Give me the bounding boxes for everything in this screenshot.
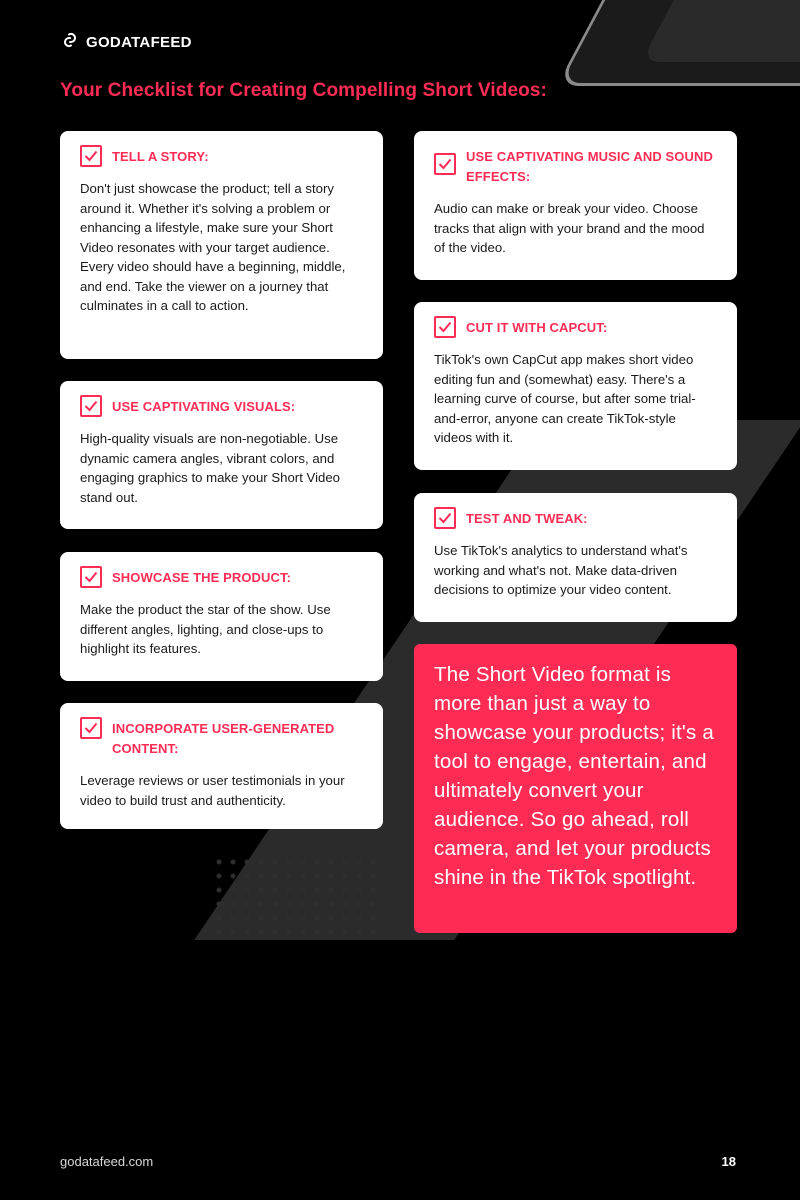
card-body: Audio can make or break your video. Choose tracks that align with your brand and the mood of the video.: [434, 201, 705, 255]
checkmark-box-icon: [434, 153, 456, 175]
brand-logo: [60, 30, 192, 55]
checkmark-box-icon: [434, 507, 456, 529]
footer-url: godatafeed.com: [60, 1154, 154, 1169]
checklist-card-visuals: [60, 381, 383, 529]
card-body: Don't just showcase the product; tell a story around it. Whether it's solving a problem or enhancing a lifestyle, make sure your Short Video resonates with your target audience. Every video should have a beginning, middle, and end. Take the viewer on a journey that culminates in a call to action.: [80, 181, 346, 313]
card-title: CUT IT WITH CAPCUT:: [466, 320, 608, 335]
page-number: 18: [721, 1154, 736, 1169]
card-title: SHOWCASE THE PRODUCT:: [112, 570, 292, 585]
card-title: USE CAPTIVATING VISUALS:: [112, 399, 296, 414]
page-title: Your Checklist for Creating Compelling Short Videos:: [60, 80, 547, 101]
checklist-card-test-tweak: [414, 493, 737, 622]
brand-name: GODATAFEED: [86, 34, 192, 51]
card-body: Make the product the star of the show. Use different angles, lighting, and close-ups to highlight its features.: [80, 602, 331, 656]
card-body: Leverage reviews or user testimonials in your video to build trust and authenticity.: [80, 773, 345, 808]
closing-highlight-box: The Short Video format is more than just a way to showcase your products; it's a tool to engage, entertain, and ultimately convert your audience. So go ahead, roll camera, and let your products shine in the TikTok spotlight.: [414, 644, 737, 933]
checklist-card-tell-a-story: [60, 131, 383, 359]
card-body: TikTok's own CapCut app makes short video editing fun and (somewhat) easy. There's a learning curve of course, but after some trial-and-error, anyone can create TikTok-style videos with it.: [434, 352, 696, 445]
card-body: Use TikTok's analytics to understand what's working and what's not. Make data-driven decisions to optimize your video content.: [434, 543, 688, 597]
card-title: TELL A STORY:: [112, 149, 209, 164]
card-title: TEST AND TWEAK:: [466, 511, 588, 526]
checkmark-box-icon: [80, 566, 102, 588]
link-logo-icon: [60, 30, 80, 55]
card-title: INCORPORATE USER-GENERATED CONTENT:: [112, 721, 335, 756]
checklist-card-capcut: [414, 302, 737, 470]
checkmark-box-icon: [80, 395, 102, 417]
card-title: USE CAPTIVATING MUSIC AND SOUND EFFECTS:: [466, 149, 713, 184]
decorative-dot-grid: [212, 855, 382, 935]
checklist-card-showcase-product: [60, 552, 383, 681]
checkmark-box-icon: [80, 717, 102, 739]
checklist-card-music: [414, 131, 737, 280]
checklist-card-ugc: [60, 703, 383, 829]
checkmark-box-icon: [80, 145, 102, 167]
card-body: High-quality visuals are non-negotiable. Use dynamic camera angles, vibrant colors, and engaging graphics to make your Short Video stand out.: [80, 431, 341, 505]
checkmark-box-icon: [434, 316, 456, 338]
